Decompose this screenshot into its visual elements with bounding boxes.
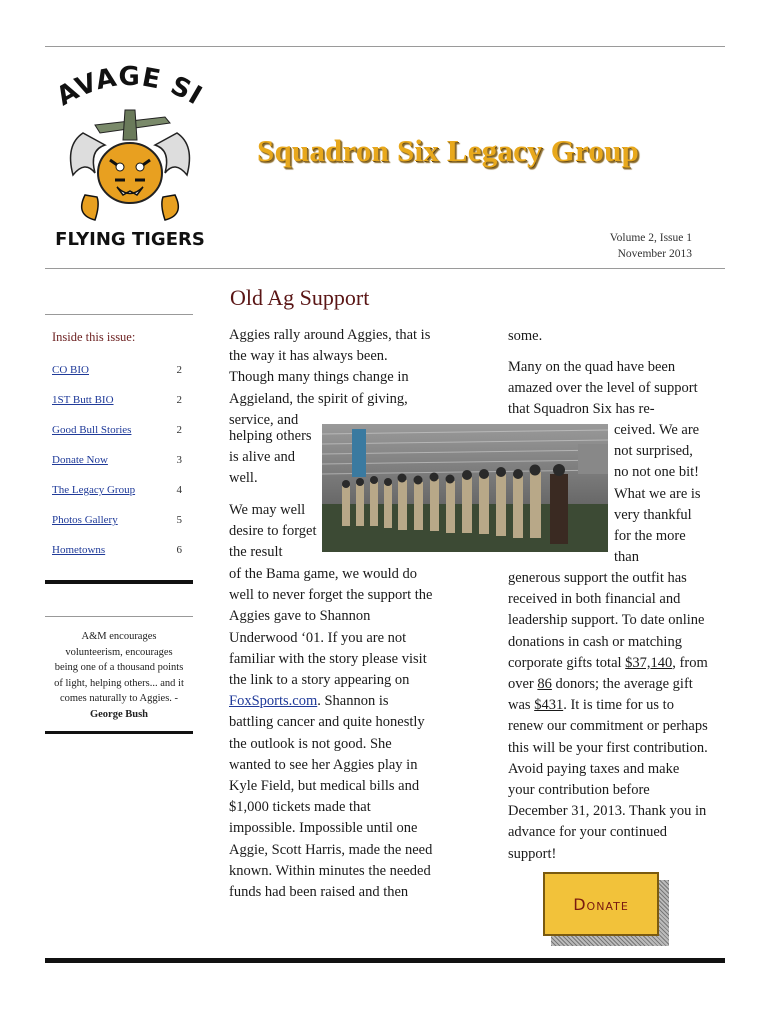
toc-heading: Inside this issue:: [52, 330, 136, 344]
newsletter-title: Squadron Six Legacy Group: [257, 133, 639, 168]
toc-top-rule: [45, 314, 193, 315]
issue-date: November 2013: [617, 248, 692, 260]
toc-bottom-rule: [45, 580, 193, 584]
toc-page-number: 2: [176, 394, 182, 406]
donor-count: 86: [537, 676, 552, 693]
toc-page-number: 4: [176, 484, 182, 496]
savage-six-logo: [55, 55, 205, 255]
toc-item-hometowns: [52, 544, 182, 556]
paragraph-text: . It is time for us to renew our commitment or perhaps this will be your first contribution. Avoid paying taxes and make your contribution before December 31, 2013. Thank you in advance for your continued support!: [508, 697, 708, 862]
paragraph-text: , from over: [508, 654, 708, 693]
toc-link[interactable]: Good Bull Stories: [52, 424, 132, 436]
toc-link[interactable]: CO BIO: [52, 364, 89, 376]
donate-button-label: Donate: [573, 894, 629, 914]
paragraph-text: donors; the average gift was: [508, 676, 693, 714]
table-of-contents: [45, 314, 193, 586]
article-paragraph-1: Aggies rally around Aggies, that is the way it has always been. Though many things change in Aggieland, the spirit of giving, service, and: [229, 327, 431, 428]
toc-page-number: 2: [176, 424, 182, 436]
paragraph-text: . Shannon is battling cancer and quite honestly the outlook is not good. She wanted to see her Aggies play in Kyle Field, but medical bills and $1,000 tickets made that impossible. Impossible until one Aggie, Scott Harris, made the need known. Within minutes the needed funds had been raised and then: [229, 693, 433, 901]
donate-button[interactable]: [543, 872, 659, 936]
toc-link[interactable]: Hometowns: [52, 544, 106, 556]
toc-link[interactable]: Photos Gallery: [52, 514, 118, 526]
svg-text:SAVAGE SIX: VAGE S: [71, 61, 197, 107]
article-col2-paragraph-1-end: ceived. We are not surprised, no not one bit! What we are is very thankful for the more than: [614, 422, 701, 566]
average-gift: $431: [534, 697, 564, 714]
svg-text:FLYING TIGERS: FLYING TIGERS: [55, 229, 205, 250]
header-rule: [45, 268, 725, 269]
quote-text: [53, 629, 185, 722]
article-col2-paragraph-1: Many on the quad have been amazed over the level of support that Squadron Six has re-: [508, 359, 698, 418]
foxsports-link[interactable]: FoxSports.com: [229, 693, 318, 710]
issue-info: [610, 230, 692, 262]
toc-page-number: 6: [176, 544, 182, 556]
volume-issue: Volume 2, Issue 1: [609, 232, 692, 244]
total-amount: $37,140: [625, 654, 673, 671]
article-col2-paragraph-2: [508, 568, 708, 865]
toc-item-good-bull-stories: [52, 424, 182, 436]
toc-link[interactable]: 1ST Butt BIO: [52, 394, 114, 406]
paragraph-text: of the Bama game, we would do well to never forget the support the Aggies gave to Shannon Underwood ‘01. If you are not familiar with the story please visit the link to a story appearing on: [229, 566, 433, 689]
article-paragraph-2: [229, 564, 434, 903]
toc-link[interactable]: The Legacy Group: [52, 484, 136, 496]
toc-item-co-bio: [52, 364, 182, 376]
toc-item-photos-gallery: [52, 514, 182, 526]
bottom-rule: [45, 958, 725, 963]
top-rule: [45, 46, 725, 47]
paragraph-text: generous support the outfit has received in both financial and leadership support. To date online donations in cash or matching corporate gifts total: [508, 570, 705, 671]
toc-item-legacy-group: [52, 484, 182, 496]
quote-box: [45, 616, 193, 734]
toc-page-number: 2: [176, 364, 182, 376]
cadets-marching-photo: [322, 424, 608, 552]
toc-page-number: 3: [176, 454, 182, 466]
article-paragraph-2-start: We may well desire to forget the result: [229, 502, 317, 561]
quote-author: George Bush: [89, 708, 149, 720]
article-col2-some: some.: [508, 328, 543, 344]
quote-body: A&M encourages volunteerism, encourages being one of a thousand points of light, helping others... and it comes naturally to Aggies. -: [54, 631, 184, 704]
toc-page-number: 5: [176, 514, 182, 526]
article-title: Old Ag Support: [230, 285, 370, 310]
toc-item-1st-butt-bio: [52, 394, 182, 406]
toc-link[interactable]: Donate Now: [52, 454, 108, 466]
article-paragraph-1-end: helping others is alive and well.: [229, 428, 312, 487]
toc-item-donate-now: [52, 454, 182, 466]
